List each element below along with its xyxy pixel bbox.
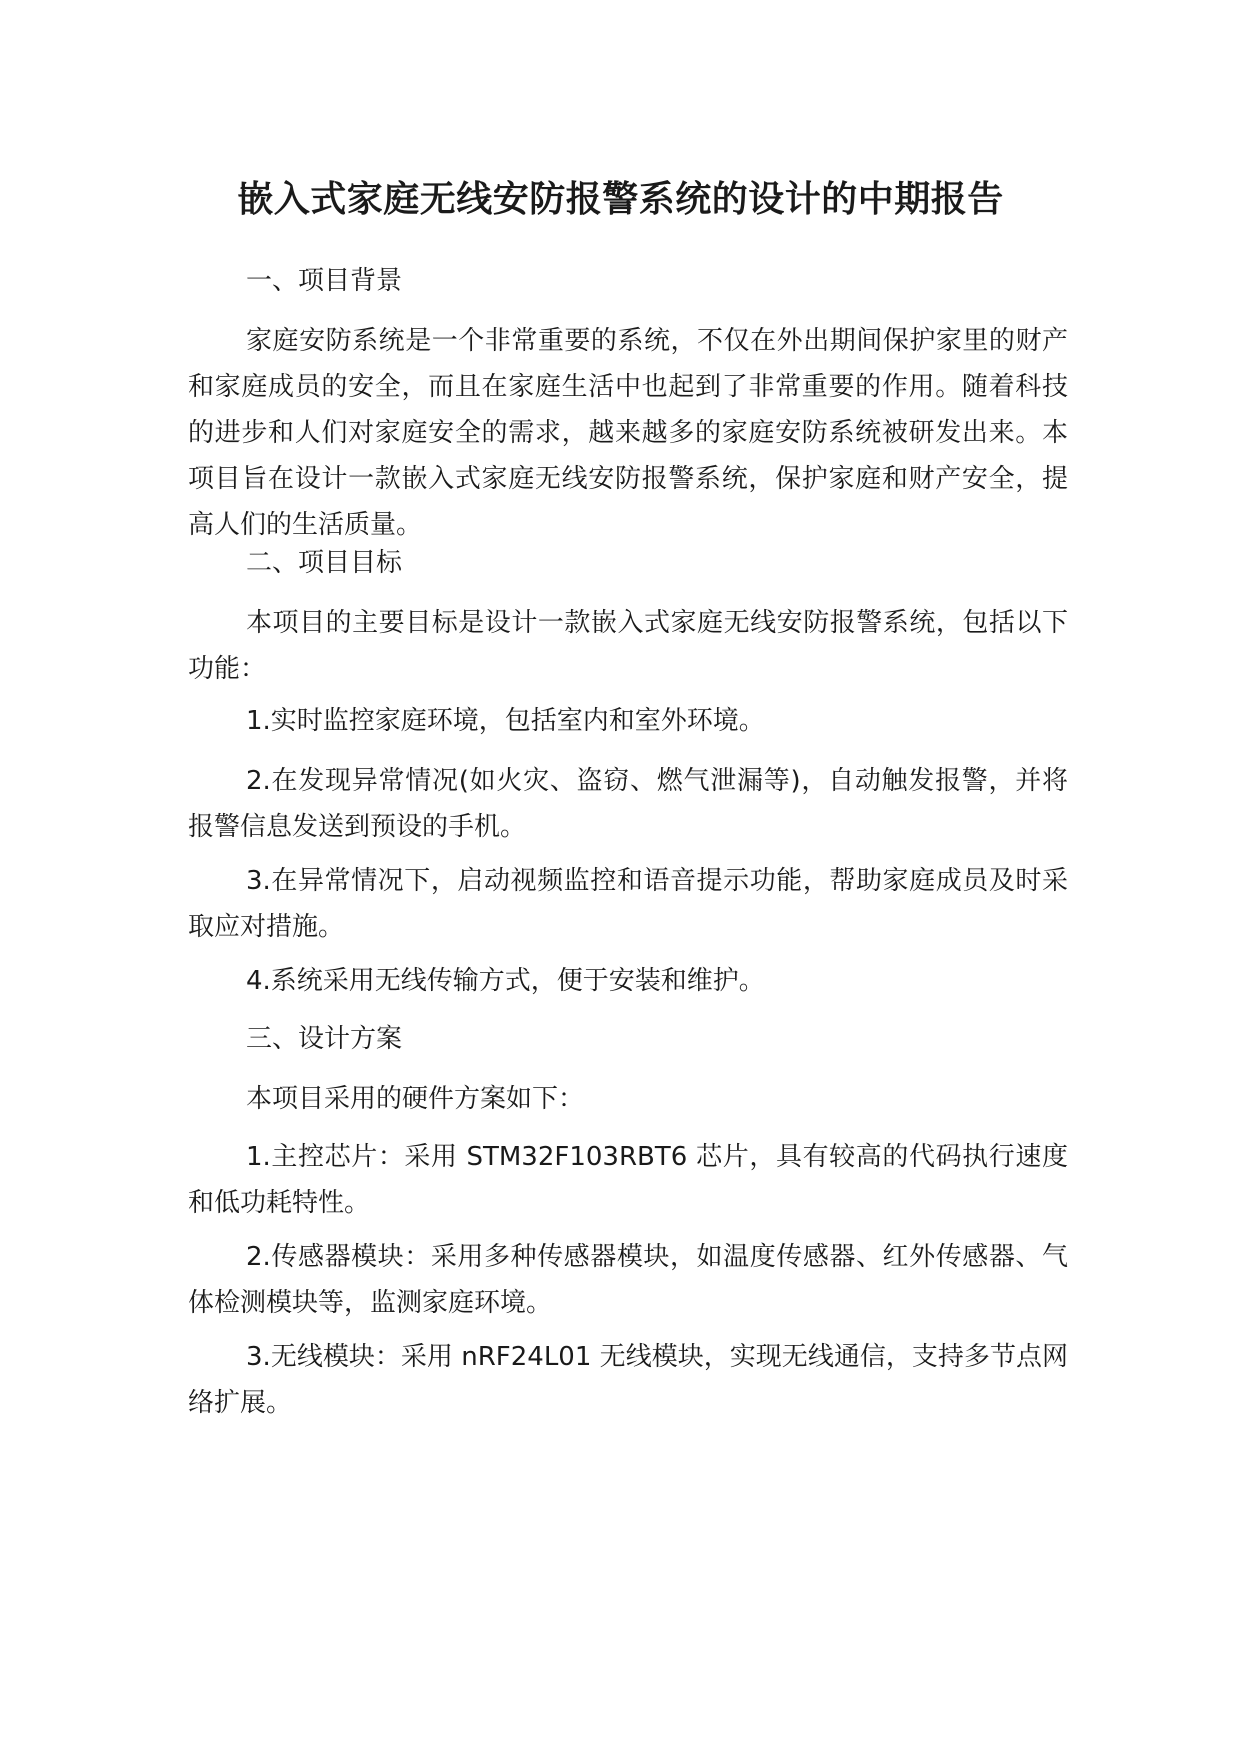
paragraph-background: 家庭安防系统是一个非常重要的系统，不仅在外出期间保护家里的财产和家庭成员的安全，而且在家庭生活中也起到了非常重要的作用。随着科技的进步和人们对家庭安全的需求，越来越多的家庭安防系统被研发出来。本项目旨在设计一款嵌入式家庭无线安防报警系统，保护家庭和财产安全，提高人们的生活质量。: [188, 326, 1068, 540]
section-heading-background: 一、项目背景: [246, 266, 403, 296]
paragraph-goals-intro: 本项目的主要目标是设计一款嵌入式家庭无线安防报警系统，包括以下功能：: [188, 608, 1068, 684]
hardware-item-1: 1.主控芯片：采用 STM32F103RBT6 芯片，具有较高的代码执行速度和低功耗特性。: [188, 1142, 1068, 1218]
paragraph-design-intro: 本项目采用的硬件方案如下：: [246, 1084, 585, 1114]
hardware-item-3: 3.无线模块：采用 nRF24L01 无线模块，实现无线通信，支持多节点网络扩展。: [188, 1342, 1068, 1418]
section-heading-design: 三、设计方案: [246, 1024, 403, 1054]
goal-item-3: 3.在异常情况下，启动视频监控和语音提示功能，帮助家庭成员及时采取应对措施。: [188, 866, 1068, 942]
goal-item-2: 2.在发现异常情况(如火灾、盗窃、燃气泄漏等)，自动触发报警，并将报警信息发送到预设的手机。: [188, 766, 1068, 842]
hardware-item-2: 2.传感器模块：采用多种传感器模块，如温度传感器、红外传感器、气体检测模块等，监测家庭环境。: [188, 1242, 1068, 1318]
document-title: 嵌入式家庭无线安防报警系统的设计的中期报告: [237, 179, 1004, 220]
section-heading-goals: 二、项目目标: [246, 548, 403, 578]
goal-item-4: 4.系统采用无线传输方式，便于安装和维护。: [246, 966, 765, 996]
goal-item-1: 1.实时监控家庭环境，包括室内和室外环境。: [246, 706, 765, 736]
